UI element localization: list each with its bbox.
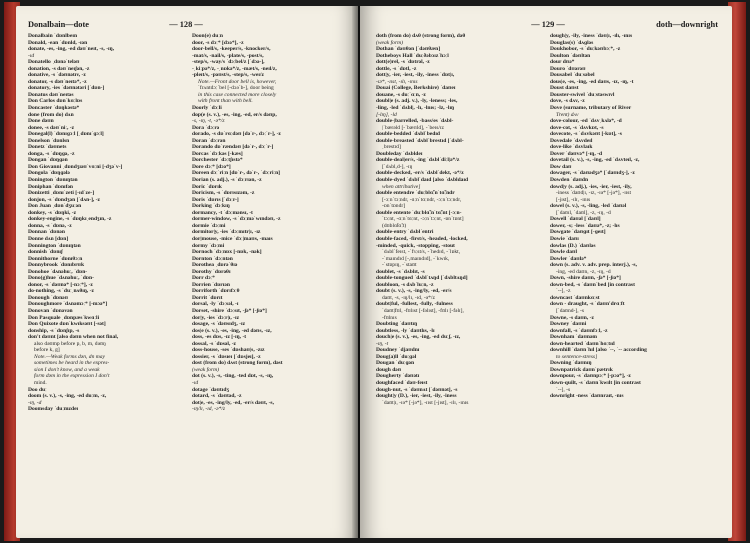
dictionary-line: Donnybrook ˈdɒnɪbrʊk	[28, 262, 85, 269]
dictionary-line: Don Giovanni ˌdɒndʒɪəʊˈvɑːni [-dʒəˈv-]	[28, 163, 123, 170]
dictionary-line: when attributive]	[382, 183, 421, 190]
dictionary-line: dove, -s dʌv, -z	[550, 98, 585, 105]
dictionary-line: Downpatrick daʊnˈpætrɪk	[550, 366, 613, 373]
dictionary-line: Dougherty ˈdəʊətɪ	[376, 373, 420, 380]
dictionary-line: -ɪŋ, -t	[376, 340, 389, 347]
dictionary-line: door, -s dɔː* [dɔə*], -z	[192, 39, 244, 46]
dictionary-line: Doukhobor, -s ˈduːkəʊbɔː*, -z	[550, 46, 621, 53]
left-guide-words: Donalbain—dote	[28, 20, 89, 29]
dictionary-line: downright -ness ˈdaʊnraɪt, -nɪs	[550, 393, 624, 400]
dictionary-line: Donnan ˈdɒnən	[28, 229, 65, 236]
dictionary-line: Donizetti ˌdɒnɪˈzeti [-ɪdˈze-]	[28, 190, 95, 197]
dictionary-line: Dora ˈdɔːrə	[192, 124, 220, 131]
dictionary-line: Dougan ˈduːɡən	[376, 360, 415, 367]
dictionary-line: Downe, -s daʊn, -z	[550, 314, 594, 321]
dictionary-line: dormitor|y, -ies ˈdɔːmɪtr|ɪ, -ɪz	[192, 229, 261, 236]
dictionary-line: double entendre ˈduːblɑ̃ːnˈtɑ̃ːndr	[376, 190, 455, 197]
dictionary-line: done (from do) dʌn	[28, 111, 74, 118]
dictionary-line: double-decked, -er/s ˈdʌblˈdekt, -ə*/z	[376, 170, 464, 177]
dictionary-line: don't dəʊnt [also dəʊn when not final,	[28, 334, 119, 341]
dictionary-line: -ˌkiːpə*/z, -ˌnɒkə*/z, -mæt/s, -neɪl/z,	[192, 65, 277, 72]
dictionary-line: with front than with bell.	[198, 98, 253, 105]
dictionary-line: Done dəʊn	[28, 118, 54, 125]
dictionary-line: double-deal|er/s, -ing ˈdʌblˈdiːl|ə*/z	[376, 157, 460, 164]
dictionary-line: Donnington ˈdɒnɪŋtən	[28, 242, 81, 249]
dictionary-line: Dowgate ˈdaʊɡɪt [-ɡeɪt]	[550, 229, 606, 236]
dictionary-line: (dʊblɑ̃tɑ̃ːt)	[382, 222, 407, 229]
dictionary-line: form dəm in the expression I don't	[34, 373, 110, 380]
dictionary-line: -s, -ɪŋ, -t, -ə*/z	[192, 118, 225, 125]
dictionary-line: Dorothea ˌdɒrəˈθɪə	[192, 262, 238, 269]
dictionary-line: dottle, -s ˈdɒtl, -z	[376, 65, 417, 72]
dictionary-line: dormie ˈdɔːmi	[192, 222, 226, 229]
dictionary-line: douane, -s duːˈɑːn, -z	[376, 91, 426, 98]
dictionary-line: Doricism, -s ˈdɒrɪsɪzəm, -z	[192, 190, 255, 197]
dictionary-line: double-faced, -first/s, -headed, -locked,	[376, 235, 468, 242]
dictionary-line: Doulton ˈdəʊltən	[550, 52, 591, 59]
dictionary-line: doth (from do) dʌθ (strong form), dəθ	[376, 33, 466, 39]
dictionary-line: Douglas(s) ˈdʌɡləs	[550, 39, 594, 46]
dictionary-line: donkey, -s ˈdɒŋki, -z	[28, 209, 77, 216]
dictionary-line: doubt (s. v.), -s, -ing/ly, -ed, -er/s	[376, 288, 452, 295]
dictionary-line: in this case connected more closely	[198, 91, 277, 98]
dictionary-line: doubloon, -s dʌbˈluːn, -z	[376, 281, 434, 288]
dictionary-line: -minded, -quick, -stopping, -stout	[376, 242, 455, 249]
dictionary-line: downcast ˈdaʊnkɑːst	[550, 294, 600, 301]
dictionary-line: doubl|e (s. adj. v.), -ly, -leness; -les,	[376, 98, 458, 105]
right-column-1	[376, 33, 544, 406]
dictionary-line: [-jɪst], -ɪlɪ, -ɪnɪs	[556, 196, 591, 203]
dictionary-line: double-breasted ˈdʌblˈbrestɪd [ˈdʌbl-	[376, 137, 464, 144]
dictionary-line: donation, -s dəʊˈneɪʃən, -z	[28, 65, 90, 72]
dictionary-line: |ˈbærəld [-ˈbærɪld], -ˈbeɪs/ɪz	[382, 124, 444, 131]
dictionary-line: Dorking ˈdɔːkɪŋ	[192, 203, 230, 210]
dictionary-line: -ling, -led ˈdʌbl|, -lɪ, -lnɪs; -lz, -lɪŋ	[376, 105, 455, 112]
dictionary-line: Downey ˈdaʊni	[550, 321, 587, 328]
dictionary-line: dos|e (s. v.), -es, -ing, -ed dəʊs, -ɪz,	[192, 327, 272, 334]
dictionary-line: dormancy, -t ˈdɔːmənsɪ, -t	[192, 209, 253, 216]
dictionary-line: dowlas (D.) ˈdaʊləs	[550, 242, 596, 249]
dictionary-line: Doon(e) duːn	[192, 33, 223, 39]
dictionary-line: Dorrien ˈdɒrɪən	[192, 281, 230, 288]
dictionary-line: ˈdʌblˈfeɪst, -ˈfɜːst/s, -ˈhedɪd, -ˈlɒkt,	[382, 249, 461, 256]
dictionary-line: Dore dɔː* [dɔə*]	[192, 163, 231, 170]
dictionary-line: Donough ˈdɒnəʊ	[28, 294, 69, 301]
dictionary-line: double-entry ˈdʌblˈentri	[376, 229, 434, 236]
dictionary-line: dossier, -s ˈdɒsɪeɪ [ˈdɒsjeɪ], -z	[192, 353, 261, 360]
dictionary-line: ˈfrʌntdɔːˈbel [-dɔəˈb-], door being	[198, 85, 274, 92]
dictionary-line: -ˈstɒpɪŋ, -ˈstaʊt	[382, 262, 417, 269]
dictionary-line: Doo duː	[28, 386, 47, 393]
right-column-2	[550, 33, 718, 400]
dictionary-line: Doubting ˈdaʊtɪŋ	[376, 321, 418, 328]
dictionary-line: doublet, -s ˈdʌblɪt, -s	[376, 268, 425, 275]
dictionary-line: ˈdaʊt|fʊl, -fʊlɪst [-fəlɪst], -fʊlɪ [-fəlɪ],	[382, 307, 464, 314]
dictionary-line: before k, g]	[34, 347, 60, 354]
dictionary-line: down - draught, -s ˈdaʊn'drɑːft	[550, 301, 625, 308]
left-column-2	[192, 33, 350, 413]
dictionary-line: dower, -s; -less ˈdaʊə*, -z; -lɪs	[550, 222, 620, 229]
dictionary-line: down (s. adv. v. adv. prep. interj.), -s,	[550, 262, 637, 269]
dictionary-line: dough-nut, -s ˈdəʊnʌt [ˈdəʊnət], -s	[376, 386, 458, 393]
dictionary-line: dost (from do) dʌst (strong form), dəst	[192, 360, 283, 367]
dictionary-line: dott|y, -ier, -iest, -ily, -iness ˈdɒt|ɪ,	[376, 72, 455, 79]
dictionary-line: Dowler ˈdaʊlə*	[550, 255, 587, 262]
dictionary-line: Note.—Front door bell is, however,	[198, 78, 277, 85]
dictionary-line: Donatello ˌdɒnəˈteləʊ	[28, 59, 80, 66]
dictionary-line: Dotheboys Hall ˈduːðəbɔɪzˈhɔːl	[376, 52, 449, 59]
dictionary-line: Doncaster ˈdɒŋkəstə*	[28, 105, 80, 112]
dictionary-line: ˈ--], -s	[556, 386, 571, 393]
dictionary-line: down-bed, -s ˈdaʊnˈbed [in contrast	[550, 281, 635, 288]
dictionary-line: -pleɪt/s, -pəʊst/s, -step/s, -weɪ/z	[192, 72, 264, 79]
dictionary-line: donnish ˈdɒnɪʃ	[28, 249, 63, 256]
dictionary-line: down-quilt, -s ˈdaʊnˈkwɪlt [in contrast	[550, 379, 641, 386]
dictionary-line: double entente ˈduːblɑ̃ːnˈtɑ̃ːnt [-ɔːn-	[376, 209, 462, 216]
dictionary-line: -ɪŋ/lɪ, -ɪd, -ə*/z	[192, 406, 226, 413]
dictionary-line: Douai (College, Berkshire) ˈdaʊeɪ	[376, 85, 456, 92]
dictionary-line: -ɪd	[28, 52, 35, 59]
dictionary-line: Donetz ˈdəʊnets	[28, 144, 67, 151]
dictionary-line: Donald, -ean ˈdɒnld, -ɪən	[28, 39, 88, 46]
dictionary-line: Donegal(l) ˈdɒnɪɡɔːl [ˌdɒnɪˈɡɔːl]	[28, 131, 104, 138]
dictionary-line: sion I don't know, and a weak	[34, 366, 100, 373]
dictionary-line: Doubleday ˈdʌbldeɪ	[376, 150, 423, 157]
dictionary-line: dotard, -s ˈdəʊtəd, -z	[192, 393, 242, 400]
dictionary-line: donor, -s ˈdəʊnə* [-nɔː*], -z	[28, 281, 93, 288]
dictionary-line: dought|y (D.), -ier, -iest, -ily, -iness	[376, 393, 457, 400]
dictionary-line: Dousabel ˈduːsəbel	[550, 72, 595, 79]
dictionary-line: double-dyed ˈdʌblˈdaɪd [also ˈdʌbldaɪd	[376, 177, 469, 184]
dictionary-line: (weak form)	[192, 366, 219, 373]
dictionary-line: Donnithorne ˈdɒnɪθɔːn	[28, 255, 83, 262]
dictionary-line: Donelson ˈdɒnlsn	[28, 137, 70, 144]
dictionary-line: Dorothy ˈdɒrəθɪ	[192, 268, 231, 275]
dictionary-line: dorsal, -ly ˈdɔːsəl, -ɪ	[192, 301, 239, 308]
dictionary-line: Don Carlos dɒnˈkɑːlɒs	[28, 98, 83, 105]
dictionary-line: doss, -es dɒs, -ɪz [-ɪŋ, -t	[192, 334, 247, 341]
dictionary-line: Donne dʌn [dɒn]	[28, 235, 69, 242]
dictionary-line: (weak form)	[376, 39, 403, 46]
dictionary-line: ˈtɔːnt, -ɑːnˈtɑːnt, -ɔːnˈtɔːnt, -ɒnˈtɒnt]	[382, 216, 464, 223]
dictionary-line: dove-colour, -ed ˈdʌvˌkʌlə*, -d	[550, 118, 622, 125]
dictionary-line: douch|e (s. v.), -es, -ing, -ed duːʃ, -ɪz,	[376, 334, 461, 341]
dictionary-line: double-tongued ˈdʌblˈtʌŋd [ˈdʌbltʌŋd]	[376, 275, 468, 282]
dictionary-line: Doorly ˈdɔːli	[192, 105, 222, 112]
dictionary-line: double-bedded ˈdʌblˈbedɪd	[376, 131, 441, 138]
dictionary-line: donship, -s ˈdɒnʃɪp, -s	[28, 327, 80, 334]
dictionary-line: dorado, -s dɒˈrɑːdəʊ [dəˈr-, dɔːˈr-], -z	[192, 131, 281, 138]
dictionary-line: Donatus dəʊˈneɪtəs	[28, 91, 74, 98]
dictionary-line: Dorriforth ˈdɒrɪfɔːθ	[192, 288, 240, 295]
dictionary-line: dot (s. v.), -s, -ting, -ted dɒt, -s, -ɪŋ,	[192, 373, 274, 380]
dictionary-line: dormy ˈdɔːmi	[192, 242, 225, 249]
dictionary-line: Dow daʊ	[550, 163, 572, 170]
dictionary-line: donatory, -ies ˈdəʊnətəri [ˈdɒn-]	[28, 85, 105, 92]
dictionary-line: Donalbain ˈdɒnlbeɪn	[28, 33, 78, 39]
dictionary-line: [-lɪŋ], -ld	[376, 111, 397, 118]
dictionary-line: Dowden ˈdaʊdn	[550, 177, 589, 184]
dictionary-line: dour dʊə*	[550, 59, 575, 66]
dictionary-line: -ˈmaɪndɪd [-,maɪndɪd], -ˈkwɪk,	[382, 255, 450, 262]
dictionary-line: dor|y, -ies ˈdɔːr|ɪ, -ɪz	[192, 314, 240, 321]
dictionary-line: Dornton ˈdɔːntən	[192, 255, 233, 262]
dictionary-line: Trent) dʌv	[556, 111, 579, 118]
dictionary-line: dous|e, -es, -ing, -ed daʊs, -ɪz, -ɪŋ, -t	[550, 78, 634, 85]
dictionary-line: donkey-engine, -s ˈdɒŋkɪˌendʒɪn, -z	[28, 216, 112, 223]
dictionary-line: Dorr dɔː*	[192, 275, 215, 282]
dictionary-line: down-hearted ˈdaʊnˈhɑːtɪd	[550, 340, 615, 347]
dictionary-line: dovecote, -s ˈdʌvkəʊt [-kɒt], -s	[550, 131, 622, 138]
dictionary-line: -ing, -ed daʊn, -z, -ɪŋ, -d	[556, 268, 611, 275]
dictionary-line: Doudney ˈdjaʊdnɪ	[376, 347, 420, 354]
dictionary-line: Down, -shire daʊn, -ʃə* [-ʃɪə*]	[550, 275, 621, 282]
dictionary-line: Douro ˈdʊərəʊ	[550, 65, 586, 72]
dictionary-line: dowager, -s ˈdaʊədʒə* [ˈdaʊɪdʒ-], -z	[550, 170, 635, 177]
dictionary-line: -ɪŋ, -d	[28, 399, 42, 406]
dictionary-line: Dornoch ˈdɔːnɒx [-nɒk, -nək]	[192, 249, 262, 256]
dictionary-line: downfall, -s ˈdaʊnfɔːl, -z	[550, 327, 608, 334]
dictionary-line: Downing ˈdaʊnɪŋ	[550, 360, 592, 367]
dictionary-line: Doomsday ˈduːmzdeɪ	[28, 406, 79, 413]
dictionary-line: dovetail (s. v.), -s, -ing, -ed ˈdʌvteɪl, -z,	[550, 157, 640, 164]
dictionary-line: Doniphan ˈdɒnɪfən	[28, 183, 74, 190]
dictionary-line: double-|barrelled, -bass/es ˈdʌbl-	[376, 118, 454, 125]
dictionary-line: also dəʊmp before p, b, m, dəʊŋ	[34, 340, 106, 347]
dictionary-line: ˌbrestɪd]	[382, 144, 401, 151]
dictionary-line: Dorando dɒˈrændəʊ [dəˈr-, dɔːˈr-]	[192, 144, 274, 151]
dictionary-line: downhill ˈdaʊnˈhɪl [also ˈ--, ˈ-- according	[550, 347, 647, 354]
dictionary-line: downpour, -s ˈdaʊnpɔː* [-pɔə*], -z	[550, 373, 631, 380]
dictionary-line: dove-like ˈdʌvlaɪk	[550, 144, 593, 151]
dictionary-line: Downham ˈdaʊnəm	[550, 334, 598, 341]
dictionary-line: dove-cot, -s ˈdʌvkɒt, -s	[550, 124, 604, 131]
dictionary-line: -mat/s, -nail/s, -plate/s, -post/s,	[192, 52, 264, 59]
dictionary-line: Dorcas ˈdɔːkəs [-kæs]	[192, 150, 243, 157]
dictionary-line: Doug(a)ll ˈduːɡəl	[376, 353, 417, 360]
dictionary-line: Dover ˈdəʊvə* [-ɪŋ, -d	[550, 150, 603, 157]
dictionary-line: dowd|y (s. adj.), -ies, -ier, -iest, -ily,	[550, 183, 632, 190]
dictionary-line: donjon, -s ˈdɒndʒən [ˈdʌn-], -z	[28, 196, 100, 203]
dictionary-line: Dongan ˈdɒŋɡən	[28, 157, 68, 164]
dictionary-line: Dorrit ˈdɒrɪt	[192, 294, 223, 301]
right-page-number: — 129 —	[531, 20, 565, 29]
dictionary-line: -step/s, -way/s ˈdɔːbel/z [ˈdɔə-],	[192, 59, 265, 66]
dictionary-line: donator, -s dəʊˈneɪtə*, -z	[28, 78, 87, 85]
dictionary-line: Donington ˈdɒnɪŋtən	[28, 177, 78, 184]
dictionary-line: mind.	[34, 379, 47, 386]
dictionary-line: Donohoe ˈdʌnəhuː, ˈdɒn-	[28, 268, 88, 275]
dictionary-line: Dono(g)hue ˈdʌnəhuː, ˈdɒn-	[28, 275, 94, 282]
dictionary-line: ˈdaʊt|ɪ, -ɪə* [-jə*], -ɪɪst [-jɪst], -ɪlɪ, -ɪnɪs	[382, 399, 469, 406]
dictionary-line: Dorian (s. adj.), -s ˈdɔːrɪən, -z	[192, 177, 262, 184]
dictionary-line: Doust daʊst	[550, 85, 579, 92]
dictionary-line: do-nothing, -s ˈduːˌnʌθɪŋ, -z	[28, 288, 94, 295]
dictionary-line: dot|e, -es, -ing/ly, -ed, -er/s dəʊt, -s,	[192, 399, 274, 406]
dictionary-line: dough|y, -ily, -iness ˈdəʊ|ɪ, -ɪlɪ, -ɪnɪs	[550, 33, 633, 39]
dictionary-line: Doran ˈdɔːrən	[192, 137, 226, 144]
dictionary-line: dor|mouse, -mice ˈdɔː|maʊs, -maɪs	[192, 235, 273, 242]
dictionary-line: donna, -s ˈdɒnə, -z	[28, 222, 72, 229]
left-page-number: — 128 —	[169, 20, 203, 29]
dictionary-line: doughfaced ˈdəʊ-feɪst	[376, 379, 428, 386]
dictionary-line: Don Quixote dɒnˈkwɪksəʊt [-sət]	[28, 321, 106, 328]
dictionary-line: Dothan ˈdəʊθən [ˈdəʊθæn]	[376, 46, 441, 53]
dictionary-line: donga, -s ˈdɒŋɡə, -z	[28, 150, 75, 157]
dictionary-line: Doreen dɔːˈriːn [dɒˈr-, dəˈr-, ˈdɔːriːn]	[192, 170, 281, 177]
dictionary-line: dop(e (s. v.), -es, -ing, -ed, er/s dəʊp,	[192, 111, 277, 118]
dictionary-line: dowel (s. v.), -s, -ling, -led ˈdaʊəl	[550, 203, 627, 210]
dictionary-line: daʊt, -s, -ɪŋ/lɪ, -ɪd, -ə*/z	[382, 294, 435, 301]
dictionary-line: -ɪə*, -ɪɪst, -ɪlɪ, -ɪnɪs	[376, 78, 418, 85]
dictionary-line: donative, -s ˈdəʊnətɪv, -z	[28, 72, 86, 79]
dictionary-line: Don Juan ˌdɒnˈdʒuːən	[28, 203, 82, 210]
dictionary-line: door-bell/s, -keeper/s, -knocker/s,	[192, 46, 271, 53]
dictionary-line: Douster-swivel ˈduːstəswɪvl	[550, 91, 615, 98]
dictionary-line: sometimes be heard in the expres-	[34, 360, 110, 367]
dictionary-line: to sentence-stress]	[556, 353, 598, 360]
dictionary-line: -fʊlnɪs	[382, 314, 397, 321]
dictionary-line: [-ɔːnˈtɔːndr, -ɑːnˈtɑːndr, -ɔːnˈtɔːndr,	[382, 196, 462, 203]
dictionary-line: Note.—Weak forms dən, dn may	[34, 353, 105, 360]
dictionary-line: [ˈdaʊnd-], -s	[556, 307, 584, 314]
dictionary-line: donate, -es, -ing, -ed dəʊˈneɪt, -s, -ɪŋ,	[28, 46, 115, 53]
dictionary-line: Don Pasquale ˌdɒnpæsˈkwɑːli	[28, 314, 100, 321]
dictionary-line: Dowle daʊl	[550, 249, 577, 256]
dictionary-line: dormer-window, -s ˈdɔːməˈwɪndəʊ, -z	[192, 216, 281, 223]
right-guide-words: doth—downright	[656, 20, 718, 29]
dictionary-line: Doris ˈdɒrɪs [ˈdɔːr-]	[192, 196, 239, 203]
dictionary-line: -ɪd	[192, 379, 199, 386]
dictionary-line: Donoughmore ˈdʌnəmɔː* [-mɔə*]	[28, 301, 108, 308]
dictionary-line: Dovedale ˈdʌvdeɪl	[550, 137, 593, 144]
dictionary-line: doss-house, -ses ˈdɒshaʊ|s, -zɪz	[192, 347, 265, 354]
left-page	[16, 6, 358, 538]
dictionary-line: [ˈdaʊɪl, ˈdaʊl], -z, -ɪŋ, -d	[556, 209, 611, 216]
dictionary-line: dotage ˈdəʊtɪdʒ	[192, 386, 229, 393]
dictionary-line: dough dəʊ	[376, 366, 402, 373]
dictionary-line: Dowell ˈdaʊəl [ˈdaʊl]	[550, 216, 601, 223]
left-column-1	[28, 33, 186, 413]
dictionary-line: -ɒnˈtɒndr]	[382, 203, 406, 210]
dictionary-line: Dove (surname, tributary of River	[550, 105, 632, 112]
dictionary-line: doom (s. v.), -s, -ing, -ed duːm, -z,	[28, 393, 107, 400]
dictionary-line: Donovan ˈdɒnəvən	[28, 307, 73, 314]
open-book	[4, 2, 746, 541]
dictionary-line: Dongola ˈdɒŋɡələ	[28, 170, 70, 177]
dictionary-line: doubtless, -ly ˈdaʊtlɪs, -lɪ	[376, 327, 435, 334]
dictionary-line: [ˈdʌbl,d-], -ɪŋ	[382, 163, 413, 170]
right-page	[360, 6, 732, 538]
dictionary-line: Dorchester ˈdɔːtʃɪstə*	[192, 157, 243, 164]
dictionary-line: dossal, -s ˈdɒsəl, -z	[192, 340, 237, 347]
dictionary-line: dott(e)rel, -s ˈdɒtrəl, -z	[376, 59, 430, 66]
dictionary-line: Doric ˈdɒrɪk	[192, 183, 222, 190]
dictionary-line: donee, -s dəʊˈniː, -z	[28, 124, 75, 131]
dictionary-line: dosage, -s ˈdəʊsɪdʒ, -ɪz	[192, 321, 246, 328]
dictionary-line: -iness ˈdaʊd|ɪ, -ɪz, -ɪə* [-jə*], -ɪɪst	[556, 190, 632, 197]
dictionary-line: ˈ--], -z	[556, 288, 571, 295]
dictionary-line: Dowie ˈdaʊɪ	[550, 235, 579, 242]
dictionary-line: doubt|ful, -fullest, -fully, -fulness	[376, 301, 453, 308]
dictionary-line: Dorset, -shire ˈdɔːsɪt, -ʃə* [-ʃɪə*]	[192, 307, 267, 314]
